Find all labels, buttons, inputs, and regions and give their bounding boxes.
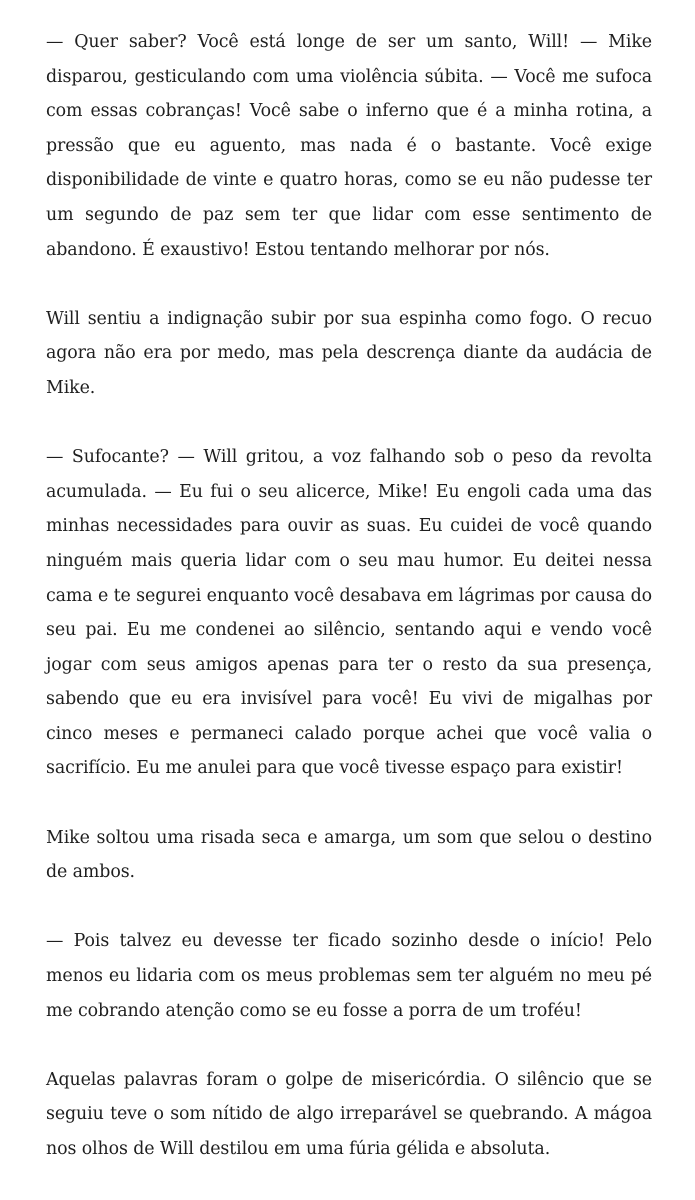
- paragraph-will-outburst: — Sufocante? — Will gritou, a voz falhando sob o peso da revolta acumulada. — Eu fui o seu alicerce, Mike! Eu engoli cada uma das minhas necessidades para ouvir as suas. Eu cuidei de você quando ninguém mais queria lidar com o seu mau humor. Eu deitei nessa cama e te segurei enquanto você desabava em lágrimas por causa do seu pai. Eu me condenei ao silêncio, sentando aqui e vendo você jogar com seus amigos apenas para ter o resto da sua presença, sabendo que eu era invisível para você! Eu vivi de migalhas por cinco meses e permaneci calado porque achei que você valia o sacrifício. Eu me anulei para que você tivesse espaço para existir!: [46, 447, 652, 779]
- paragraph-will-indignation: Will sentiu a indignação subir por sua espinha como fogo. O recuo agora não era por medo, mas pela descrença diante da audácia de Mike.: [46, 308, 652, 398]
- paragraph-mike-retort: — Pois talvez eu devesse ter ficado sozinho desde o início! Pelo menos eu lidaria com os meus problemas sem ter alguém no meu pé me cobrando atenção como se eu fosse a porra de um troféu!: [46, 931, 652, 1021]
- story-text: [46, 25, 652, 1167]
- paragraph-mike-accusation: — Quer saber? Você está longe de ser um santo, Will! — Mike disparou, gesticulando com uma violência súbita. — Você me sufoca com essas cobranças! Você sabe o inferno que é a minha rotina, a pressão que eu aguento, mas nada é o bastante. Você exige disponibilidade de vinte e quatro horas, como se eu não pudesse ter um segundo de paz sem ter que lidar com esse sentimento de abandono. É exaustivo! Estou tentando melhorar por nós.: [46, 32, 652, 260]
- paragraph-mike-laugh: Mike soltou uma risada seca e amarga, um som que selou o destino de ambos.: [46, 827, 652, 883]
- paragraph-final-blow: Aquelas palavras foram o golpe de misericórdia. O silêncio que se seguiu teve o som nítido de algo irreparável se quebrando. A mágoa nos olhos de Will destilou em uma fúria gélida e absoluta.: [46, 1069, 652, 1159]
